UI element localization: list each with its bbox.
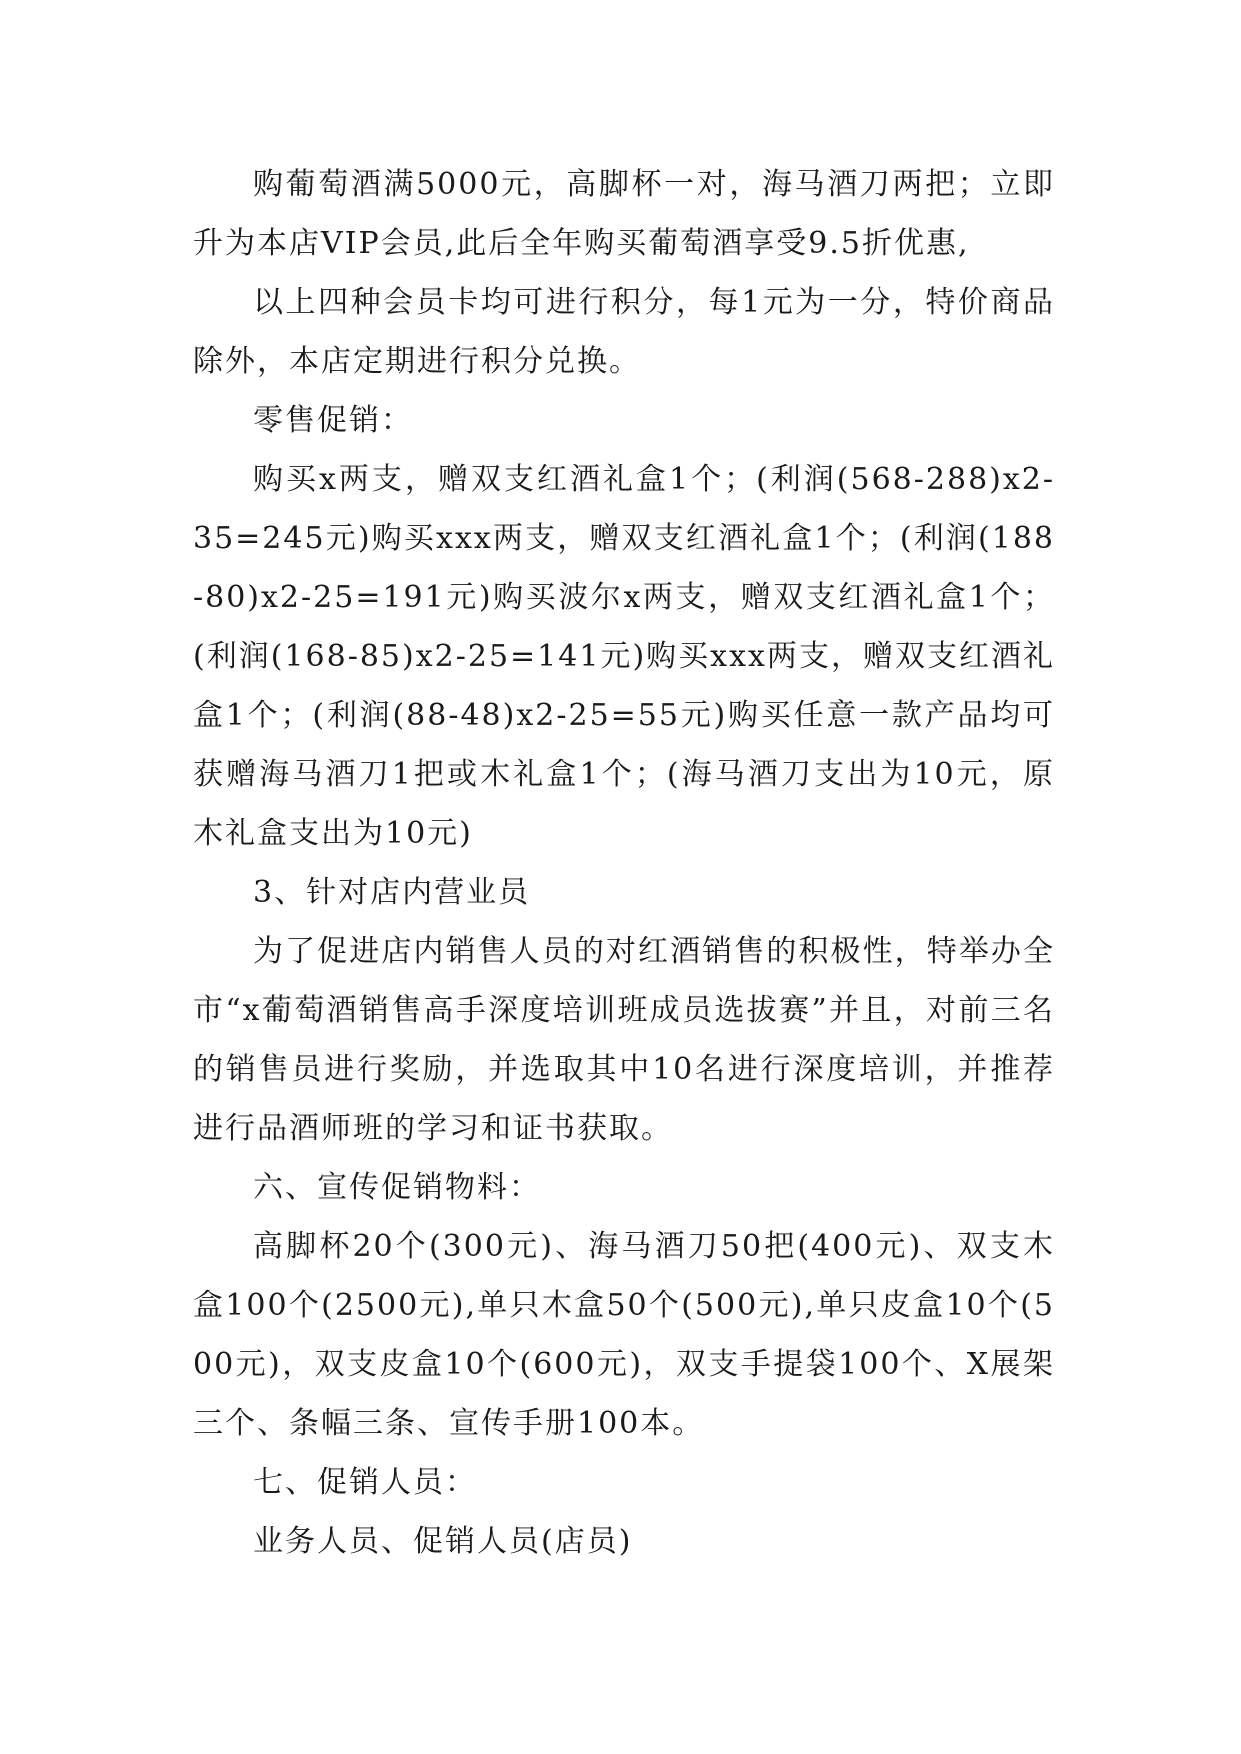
paragraph-staff-list: 业务人员、促销人员(店员) — [253, 1524, 633, 1559]
paragraph-staff-competition: 为了促进店内销售人员的对红酒销售的积极性，特举办全市“x葡萄酒销售高手深度培训班成员选拔赛”并且，对前三名的销售员进行奖励，并选取其中10名进行深度培训，并推荐进行品酒师班的学习和证书获取。 — [193, 934, 1055, 1146]
paragraph-points: 以上四种会员卡均可进行积分，每1元为一分，特价商品除外，本店定期进行积分兑换。 — [193, 285, 1055, 379]
document-page — [193, 155, 1055, 1571]
paragraph-materials-list: 高脚杯20个(300元)、海马酒刀50把(400元)、双支木盒100个(2500元),单只木盒50个(500元),单只皮盒10个(500元)，双支皮盒10个(600元)，双支手提袋100个、X展架三个、条幅三条、宣传手册100本。 — [193, 1229, 1055, 1441]
heading-store-staff: 3、针对店内营业员 — [253, 875, 531, 910]
heading-promotion-materials: 六、宣传促销物料： — [253, 1170, 541, 1205]
paragraph-membership-5000: 购葡萄酒满5000元，高脚杯一对，海马酒刀两把；立即升为本店VIP会员,此后全年购买葡萄酒享受9.5折优惠, — [193, 167, 1055, 261]
heading-retail-promotion: 零售促销： — [253, 403, 413, 438]
heading-promotion-staff: 七、促销人员： — [253, 1465, 477, 1500]
paragraph-retail-details: 购买x两支，赠双支红酒礼盒1个；(利润(568-288)x2-35=245元)购买xxx两支，赠双支红酒礼盒1个；(利润(188-80)x2-25=191元)购买波尔x两支，赠双支红酒礼盒1个；(利润(168-85)x2-25=141元)购买xxx两支，赠双支红酒礼盒1个；(利润(88-48)x2-25=55元)购买任意一款产品均可获赠海马酒刀1把或木礼盒1个；(海马酒刀支出为10元，原木礼盒支出为10元) — [193, 462, 1055, 851]
